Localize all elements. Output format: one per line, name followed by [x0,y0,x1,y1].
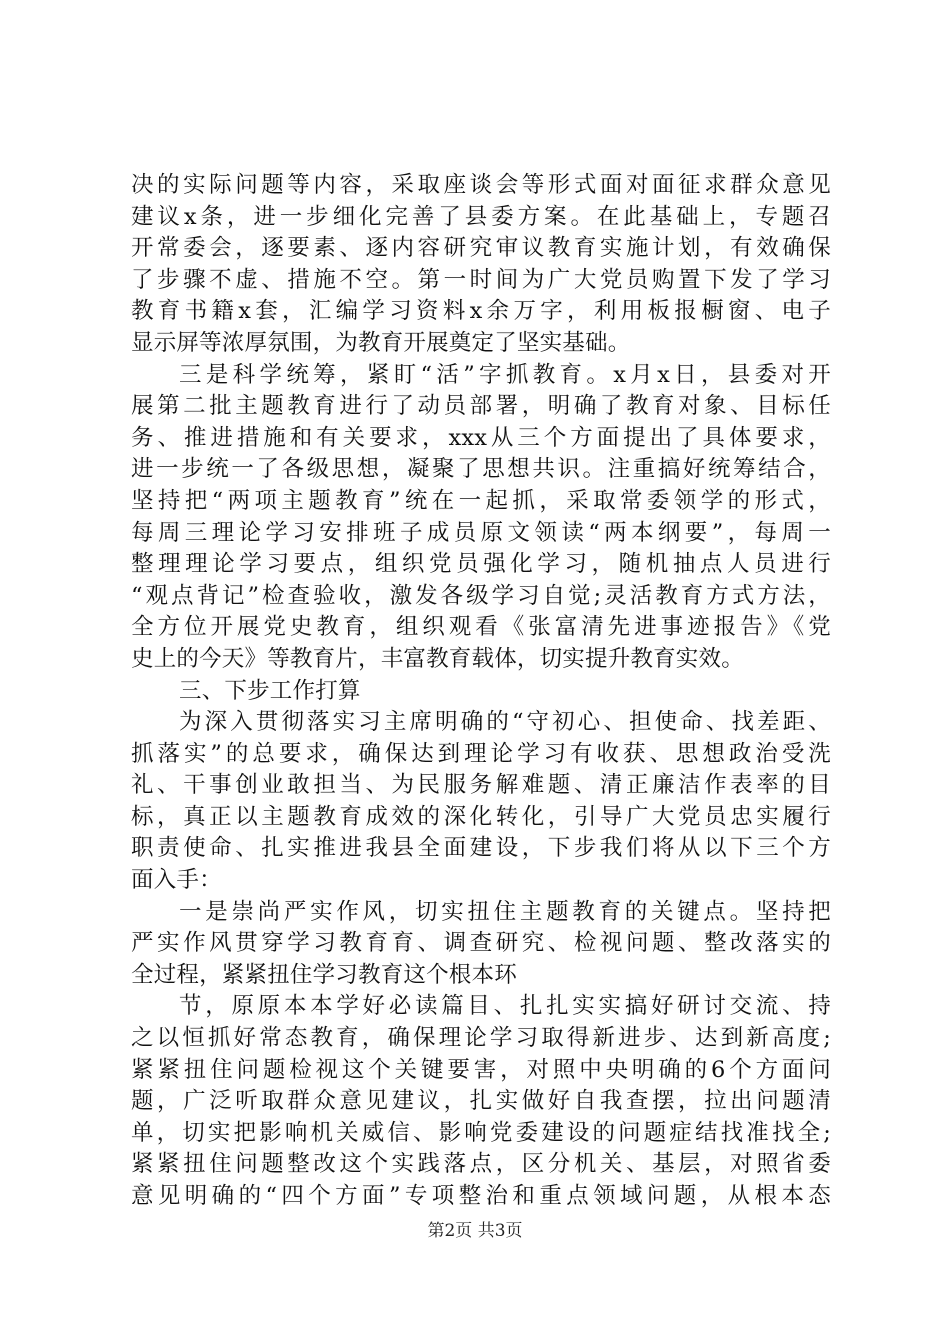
document-body [131,170,831,1213]
text-line: 标，真正以主题教育成效的深化转化，引导广大党员忠实履行 [131,803,831,830]
text-line: 每周三理论学习安排班子成员原文领读“两本纲要”，每周一 [131,519,831,546]
text-line: 职责使命、扎实推进我县全面建设，下步我们将从以下三个方 [131,835,831,862]
text-line: 三是科学统筹，紧盯“活”字抓教育。x月x日，县委对开 [179,361,831,388]
text-line: 紧紧扭住问题检视这个关键要害，对照中央明确的6个方面问 [131,1056,831,1083]
text-line: 题，广泛听取群众意见建议，扎实做好自我查摆，拉出问题清 [131,1088,831,1115]
text-line: 之以恒抓好常态教育，确保理论学习取得新进步、达到新高度; [131,1025,831,1052]
text-line: 坚持把“两项主题教育”统在一起抓，采取常委领学的形式， [131,487,831,514]
text-line: 全方位开展党史教育，组织观看《张富清先进事迹报告》《党 [131,614,831,641]
text-line: 抓落实”的总要求，确保达到理论学习有收获、思想政治受洗 [131,740,831,767]
text-line: 面入手： [131,867,222,894]
text-line: 建议x条，进一步细化完善了县委方案。在此基础上，专题召 [131,203,831,230]
text-line: 整理理论学习要点，组织党员强化学习，随机抽点人员进行 [131,551,831,578]
text-line: 严实作风贯穿学习教育育、调查研究、检视问题、整改落实的 [131,930,831,957]
text-line: 单，切实把影响机关威信、影响党委建设的问题症结找准找全; [131,1119,831,1146]
text-line: 三、下步工作打算 [179,677,361,704]
text-line: 全过程，紧紧扭住学习教育这个根本环 [131,961,517,988]
text-line: 紧紧扭住问题整改这个实践落点，区分机关、基层，对照省委 [131,1151,831,1178]
text-line: 为深入贯彻落实习主席明确的“守初心、担使命、找差距、 [179,709,831,736]
text-line: 史上的今天》等教育片，丰富教育载体，切实提升教育实效。 [131,645,744,672]
text-line: 意见明确的“四个方面”专项整治和重点领域问题，从根本态 [131,1183,831,1209]
text-line: 节，原原本本学好必读篇目、扎扎实实搞好研讨交流、持 [179,993,831,1020]
text-line: 展第二批主题教育进行了动员部署，明确了教育对象、目标任 [131,393,831,420]
text-line: 教育书籍x套，汇编学习资料x余万字，利用板报橱窗、电子 [131,298,831,325]
text-line: 一是崇尚严实作风，切实扭住主题教育的关键点。坚持把 [179,898,831,925]
text-line: 决的实际问题等内容，采取座谈会等形式面对面征求群众意见 [131,172,831,198]
text-line: “观点背记”检查验收，激发各级学习自觉;灵活教育方式方法， [131,582,831,609]
text-line: 显示屏等浓厚氛围，为教育开展奠定了坚实基础。 [131,329,631,356]
text-line: 开常委会，逐要素、逐内容研究审议教育实施计划，有效确保 [131,235,831,262]
text-line: 了步骤不虚、措施不空。第一时间为广大党员购置下发了学习 [131,266,831,293]
page-footer: 第2页 共3页 [427,1221,523,1241]
text-line: 进一步统一了各级思想，凝聚了思想共识。注重搞好统筹结合， [131,456,831,483]
text-line: 礼、干事创业敢担当、为民服务解难题、清正廉洁作表率的目 [131,772,831,799]
text-line: 务、推进措施和有关要求，xxx从三个方面提出了具体要求， [131,424,831,451]
